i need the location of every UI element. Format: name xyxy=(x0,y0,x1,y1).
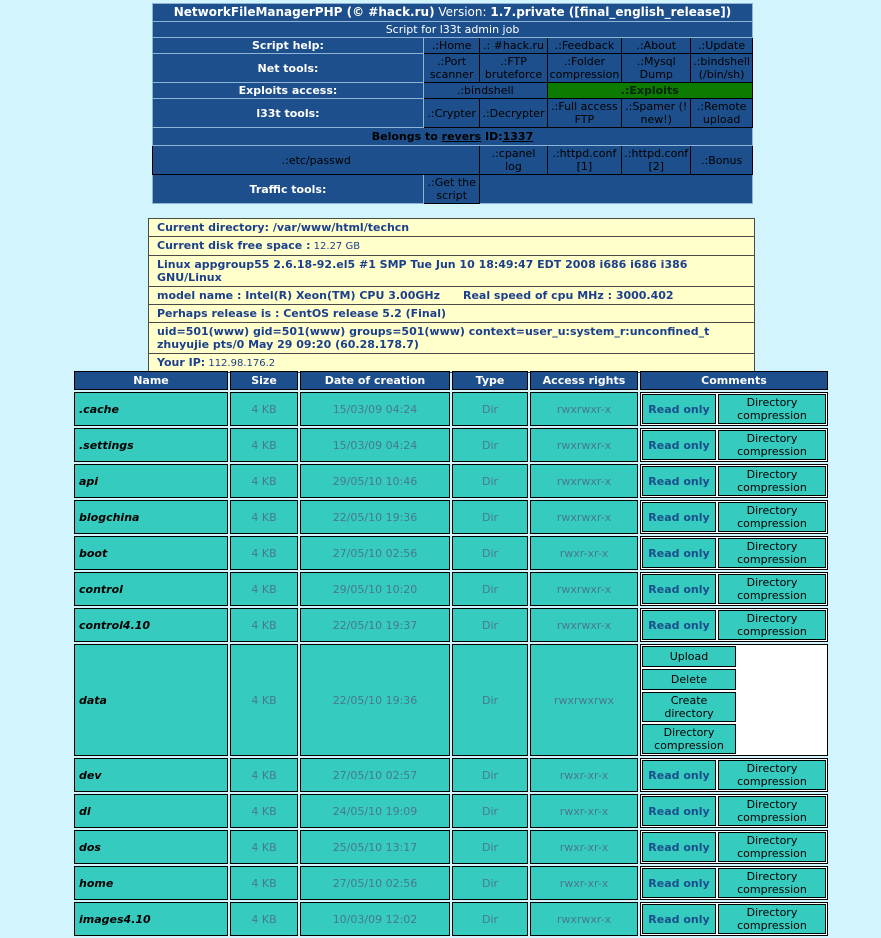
sysinfo-row-0 xyxy=(149,219,755,237)
file-date-cell: 22/05/10 19:36 xyxy=(300,500,450,534)
menu-button-.-bindshell-bin-sh[interactable]: .:bindshell (/bin/sh) xyxy=(691,54,753,83)
file-type-cell: Dir xyxy=(452,758,528,792)
menu-button-.-httpd.conf-2[interactable]: .:httpd.conf [2] xyxy=(622,146,691,175)
file-comments-cell xyxy=(640,392,828,426)
read-only-button[interactable]: Read only xyxy=(642,466,716,496)
sysinfo-value: 12.27 GB xyxy=(310,241,361,252)
file-size-cell: 4 KB xyxy=(230,392,298,426)
file-name-link[interactable]: blogchina xyxy=(74,500,228,534)
menu-button-.-remote-upload[interactable]: .:Remote upload xyxy=(691,99,753,128)
directory-compression-button[interactable]: Directory compression xyxy=(718,610,826,640)
file-date-cell: 15/03/09 04:24 xyxy=(300,392,450,426)
directory-compression-button[interactable]: Directory compression xyxy=(718,502,826,532)
sysinfo-row-4 xyxy=(149,305,755,323)
file-rights-cell: rwxr-xr-x xyxy=(530,830,638,864)
column-header-name: Name xyxy=(74,371,228,390)
file-name-link[interactable]: boot xyxy=(74,536,228,570)
file-comments-cell xyxy=(640,644,828,756)
sysinfo-row-2 xyxy=(149,256,755,287)
file-comments-cell xyxy=(640,464,828,498)
file-type-cell: Dir xyxy=(452,866,528,900)
directory-compression-button[interactable]: Directory compression xyxy=(718,832,826,862)
menu-button-.-full-access-ftp[interactable]: .:Full access FTP xyxy=(547,99,622,128)
file-type-cell: Dir xyxy=(452,392,528,426)
file-comments-cell xyxy=(640,428,828,462)
file-date-cell: 25/05/10 13:17 xyxy=(300,830,450,864)
read-only-button[interactable]: Read only xyxy=(642,610,716,640)
file-name-link[interactable]: dev xyxy=(74,758,228,792)
file-type-cell: Dir xyxy=(452,500,528,534)
table-row xyxy=(74,536,828,570)
column-header-comments: Comments xyxy=(640,371,828,390)
menu-label-net-tools: Net tools: xyxy=(153,54,424,83)
menu-button-.-ftp-bruteforce[interactable]: .:FTP bruteforce xyxy=(480,54,547,83)
file-size-cell: 4 KB xyxy=(230,644,298,756)
sysinfo-value: 112.98.176.2 xyxy=(205,358,276,369)
directory-compression-button[interactable]: Directory compression xyxy=(718,760,826,790)
file-date-cell: 22/05/10 19:37 xyxy=(300,608,450,642)
file-comments-cell xyxy=(640,608,828,642)
table-row xyxy=(74,572,828,606)
menu-label-l33t-tools: l33t tools: xyxy=(153,99,424,128)
exploits-button[interactable]: .:Exploits xyxy=(547,83,752,99)
file-size-cell: 4 KB xyxy=(230,608,298,642)
app-title-version: 1.7.private ([final_english_release]) xyxy=(490,5,732,19)
column-header-type: Type xyxy=(452,371,528,390)
belongs-id-label: ID: xyxy=(481,130,503,143)
file-rights-cell: rwxrwxr-x xyxy=(530,428,638,462)
file-comments-cell xyxy=(640,536,828,570)
belongs-prefix: Belongs to xyxy=(371,130,442,143)
file-size-cell: 4 KB xyxy=(230,902,298,936)
system-info-panel xyxy=(148,218,755,373)
directory-compression-button[interactable]: Directory compression xyxy=(718,796,826,826)
column-header-size: Size xyxy=(230,371,298,390)
directory-compression-button[interactable]: Directory compression xyxy=(718,868,826,898)
file-rights-cell: rwxrwxr-x xyxy=(530,572,638,606)
file-size-cell: 4 KB xyxy=(230,464,298,498)
file-size-cell: 4 KB xyxy=(230,830,298,864)
file-rights-cell: rwxr-xr-x xyxy=(530,536,638,570)
menu-button-.-httpd.conf-1[interactable]: .:httpd.conf [1] xyxy=(547,146,622,175)
menu-button-.-port-scanner[interactable]: .:Port scanner xyxy=(423,54,480,83)
file-rights-cell: rwxrwxrwx xyxy=(530,644,638,756)
read-only-button[interactable]: Read only xyxy=(642,394,716,424)
file-type-cell: Dir xyxy=(452,572,528,606)
file-size-cell: 4 KB xyxy=(230,758,298,792)
file-rights-cell: rwxr-xr-x xyxy=(530,758,638,792)
read-only-button[interactable]: Read only xyxy=(642,538,716,568)
directory-compression-button[interactable]: Directory compression xyxy=(718,904,826,934)
file-date-cell: 22/05/10 19:36 xyxy=(300,644,450,756)
file-manager-table xyxy=(72,369,830,938)
menu-button-.-home[interactable]: .:Home xyxy=(423,38,480,54)
file-comments-cell xyxy=(640,572,828,606)
directory-compression-button[interactable]: Directory compression xyxy=(718,538,826,568)
menu-label-script-help: Script help: xyxy=(153,38,424,54)
file-date-cell: 27/05/10 02:56 xyxy=(300,536,450,570)
directory-compression-button[interactable]: Directory compression xyxy=(718,466,826,496)
file-comments-cell xyxy=(640,500,828,534)
read-only-button[interactable]: Read only xyxy=(642,904,716,934)
file-name-link[interactable]: images4.10 xyxy=(74,902,228,936)
file-type-cell: Dir xyxy=(452,794,528,828)
upload-button[interactable]: Upload xyxy=(642,646,736,667)
owner-id-link[interactable]: 1337 xyxy=(502,130,534,143)
file-name-link[interactable]: .settings xyxy=(74,428,228,462)
file-size-cell: 4 KB xyxy=(230,500,298,534)
table-row xyxy=(74,644,828,756)
app-subtitle: Script for l33t admin job xyxy=(153,22,753,38)
webshell-header-panel xyxy=(152,3,753,204)
sysinfo-label: Your IP: xyxy=(157,356,206,369)
table-row xyxy=(74,830,828,864)
app-title xyxy=(153,4,753,22)
file-date-cell: 10/03/09 12:02 xyxy=(300,902,450,936)
sysinfo-row-3 xyxy=(149,287,755,305)
file-rights-cell: rwxrwxr-x xyxy=(530,902,638,936)
file-type-cell: Dir xyxy=(452,902,528,936)
get-the-script-button[interactable]: .:Get the script xyxy=(423,175,480,204)
table-row xyxy=(74,428,828,462)
etc-passwd-button[interactable]: .:etc/passwd xyxy=(153,146,480,175)
file-rights-cell: rwxr-xr-x xyxy=(530,866,638,900)
file-type-cell: Dir xyxy=(452,464,528,498)
file-name-link[interactable]: control4.10 xyxy=(74,608,228,642)
app-title-version-label: Version: xyxy=(434,5,491,19)
table-row xyxy=(74,758,828,792)
file-comments-cell xyxy=(640,830,828,864)
menu-button-.-cpanel-log[interactable]: .:cpanel log xyxy=(480,146,547,175)
create-directory-button[interactable]: Create directory xyxy=(642,692,736,722)
file-comments-cell xyxy=(640,794,828,828)
file-rights-cell: rwxrwxr-x xyxy=(530,500,638,534)
read-only-button[interactable]: Read only xyxy=(642,430,716,460)
sysinfo-label: Linux appgroup55 2.6.18-92.el5 #1 SMP Tue Jun 10 18:49:47 EDT 2008 i686 i686 i386 GNU/Linux xyxy=(157,258,688,284)
file-name-link[interactable]: data xyxy=(74,644,228,756)
directory-compression-button[interactable]: Directory compression xyxy=(718,430,826,460)
file-type-cell: Dir xyxy=(452,644,528,756)
directory-compression-button[interactable]: Directory compression xyxy=(718,574,826,604)
file-type-cell: Dir xyxy=(452,830,528,864)
menu-button-.-update[interactable]: .:Update xyxy=(691,38,753,54)
sysinfo-row-5 xyxy=(149,323,755,354)
file-date-cell: 27/05/10 02:57 xyxy=(300,758,450,792)
menu-button-.-folder-compression[interactable]: .:Folder compression xyxy=(547,54,622,83)
column-header-date-of-creation: Date of creation xyxy=(300,371,450,390)
menu-button-.-crypter[interactable]: .:Crypter xyxy=(423,99,480,128)
table-row xyxy=(74,392,828,426)
read-only-button[interactable]: Read only xyxy=(642,760,716,790)
read-only-button[interactable]: Read only xyxy=(642,796,716,826)
file-type-cell: Dir xyxy=(452,428,528,462)
file-date-cell: 15/03/09 04:24 xyxy=(300,428,450,462)
belongs-line xyxy=(153,128,753,146)
file-size-cell: 4 KB xyxy=(230,572,298,606)
menu-button-.-feedback[interactable]: .:Feedback xyxy=(547,38,622,54)
read-only-button[interactable]: Read only xyxy=(642,502,716,532)
traffic-tools-label: Traffic tools: xyxy=(153,175,424,204)
read-only-button[interactable]: Read only xyxy=(642,868,716,898)
sysinfo-label: Perhaps release is : CentOS release 5.2 (Final) xyxy=(157,307,446,320)
sysinfo-label: uid=501(www) gid=501(www) groups=501(www) context=user_u:system_r:unconfined_t zhuyujie pts/0 May 29 09:20 (60.28.178.7) xyxy=(157,325,740,351)
read-only-button[interactable]: Read only xyxy=(642,574,716,604)
exploits-access-label: Exploits access: xyxy=(153,83,424,99)
bindshell-button[interactable]: .:bindshell xyxy=(423,83,547,99)
file-rights-cell: rwxrwxr-x xyxy=(530,608,638,642)
delete-button[interactable]: Delete xyxy=(642,669,736,690)
file-size-cell: 4 KB xyxy=(230,794,298,828)
file-comments-cell xyxy=(640,866,828,900)
file-size-cell: 4 KB xyxy=(230,428,298,462)
file-date-cell: 29/05/10 10:20 xyxy=(300,572,450,606)
menu-button-.-spamer-new[interactable]: .:Spamer (! new!) xyxy=(622,99,691,128)
file-date-cell: 24/05/10 19:09 xyxy=(300,794,450,828)
directory-compression-button[interactable]: Directory compression xyxy=(642,724,736,754)
table-row xyxy=(74,902,828,936)
file-name-link[interactable]: api xyxy=(74,464,228,498)
file-date-cell: 27/05/10 02:56 xyxy=(300,866,450,900)
file-name-link[interactable]: .cache xyxy=(74,392,228,426)
owner-link[interactable]: revers xyxy=(441,130,482,143)
file-comments-cell xyxy=(640,902,828,936)
file-date-cell: 29/05/10 10:46 xyxy=(300,464,450,498)
sysinfo-label: Current directory: /var/www/html/techcn xyxy=(157,221,410,234)
file-rights-cell: rwxrwxr-x xyxy=(530,392,638,426)
menu-button-.-decrypter[interactable]: .:Decrypter xyxy=(480,99,547,128)
file-name-link[interactable]: dos xyxy=(74,830,228,864)
menu-button-.-about[interactable]: .:About xyxy=(622,38,691,54)
read-only-button[interactable]: Read only xyxy=(642,832,716,862)
table-row xyxy=(74,866,828,900)
table-row xyxy=(74,608,828,642)
sysinfo-label: model name : Intel(R) Xeon(TM) CPU 3.00GHz Real speed of cpu MHz : 3000.402 xyxy=(157,289,674,302)
file-type-cell: Dir xyxy=(452,536,528,570)
menu-button-.-bonus[interactable]: .:Bonus xyxy=(691,146,753,175)
column-header-access-rights: Access rights xyxy=(530,371,638,390)
file-comments-cell xyxy=(640,758,828,792)
menu-button-.-mysql-dump[interactable]: .:Mysql Dump xyxy=(622,54,691,83)
file-name-link[interactable]: dl xyxy=(74,794,228,828)
table-row xyxy=(74,794,828,828)
file-name-link[interactable]: home xyxy=(74,866,228,900)
app-title-name: NetworkFileManagerPHP (© #hack.ru) xyxy=(173,5,435,19)
file-size-cell: 4 KB xyxy=(230,536,298,570)
file-type-cell: Dir xyxy=(452,608,528,642)
menu-button-.-hack.ru[interactable]: .: #hack.ru xyxy=(480,38,547,54)
table-row xyxy=(74,500,828,534)
traffic-row-spacer xyxy=(480,175,753,204)
file-rights-cell: rwxrwxr-x xyxy=(530,464,638,498)
file-name-link[interactable]: control xyxy=(74,572,228,606)
file-size-cell: 4 KB xyxy=(230,866,298,900)
directory-compression-button[interactable]: Directory compression xyxy=(718,394,826,424)
sysinfo-label: Current disk free space : xyxy=(157,239,311,252)
file-rights-cell: rwxr-xr-x xyxy=(530,794,638,828)
sysinfo-row-1 xyxy=(149,237,755,256)
table-row xyxy=(74,464,828,498)
